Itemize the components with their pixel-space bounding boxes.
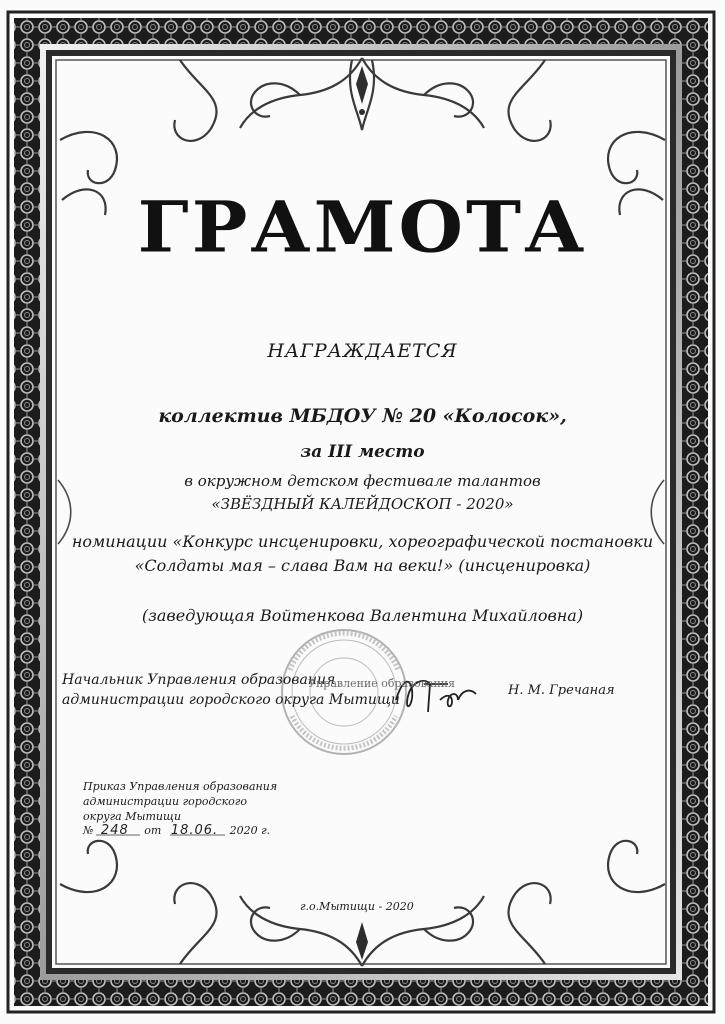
certificate-title: ГРАМОТА — [137, 187, 588, 269]
signer-position-line-1: Начальник Управления образования — [62, 672, 336, 688]
festival-line: в окружном детском фестивале талантов — [184, 472, 541, 490]
order-year: 2020 г. — [229, 824, 271, 837]
nomination-line-1: номинации «Конкурс инсценировки, хореографической постановки — [71, 532, 654, 551]
recipient-line: коллектив МБДОУ № 20 «Колосок», — [158, 405, 567, 427]
order-date-prefix: от — [144, 824, 162, 837]
order-line-2: администрации городского — [83, 795, 247, 808]
signer-position-line-2: администрации городского округа Мытищи — [62, 692, 400, 708]
order-line-3: округа Мытищи — [83, 810, 182, 823]
head-line: (заведующая Войтенкова Валентина Михайловна) — [141, 606, 584, 625]
festival-name: «ЗВЁЗДНЫЙ КАЛЕЙДОСКОП - 2020» — [211, 495, 514, 513]
order-number-line — [83, 823, 270, 838]
order-line-1: Приказ Управления образования — [83, 780, 278, 793]
order-number-prefix: № — [83, 824, 94, 837]
place-line: за III место — [300, 442, 425, 462]
stamp-text: Управление образования — [308, 677, 456, 690]
order-date-value: 18.06. — [170, 823, 219, 838]
signer-name: Н. М. Гречаная — [508, 683, 615, 698]
city-year: г.о.Мытищи - 2020 — [300, 900, 414, 913]
awarded-heading: НАГРАЖДАЕТСЯ — [267, 340, 458, 362]
nomination-line-2: «Солдаты мая – слава Вам на веки!» (инсценировка) — [134, 556, 591, 575]
order-number-value: 248 — [100, 823, 129, 838]
